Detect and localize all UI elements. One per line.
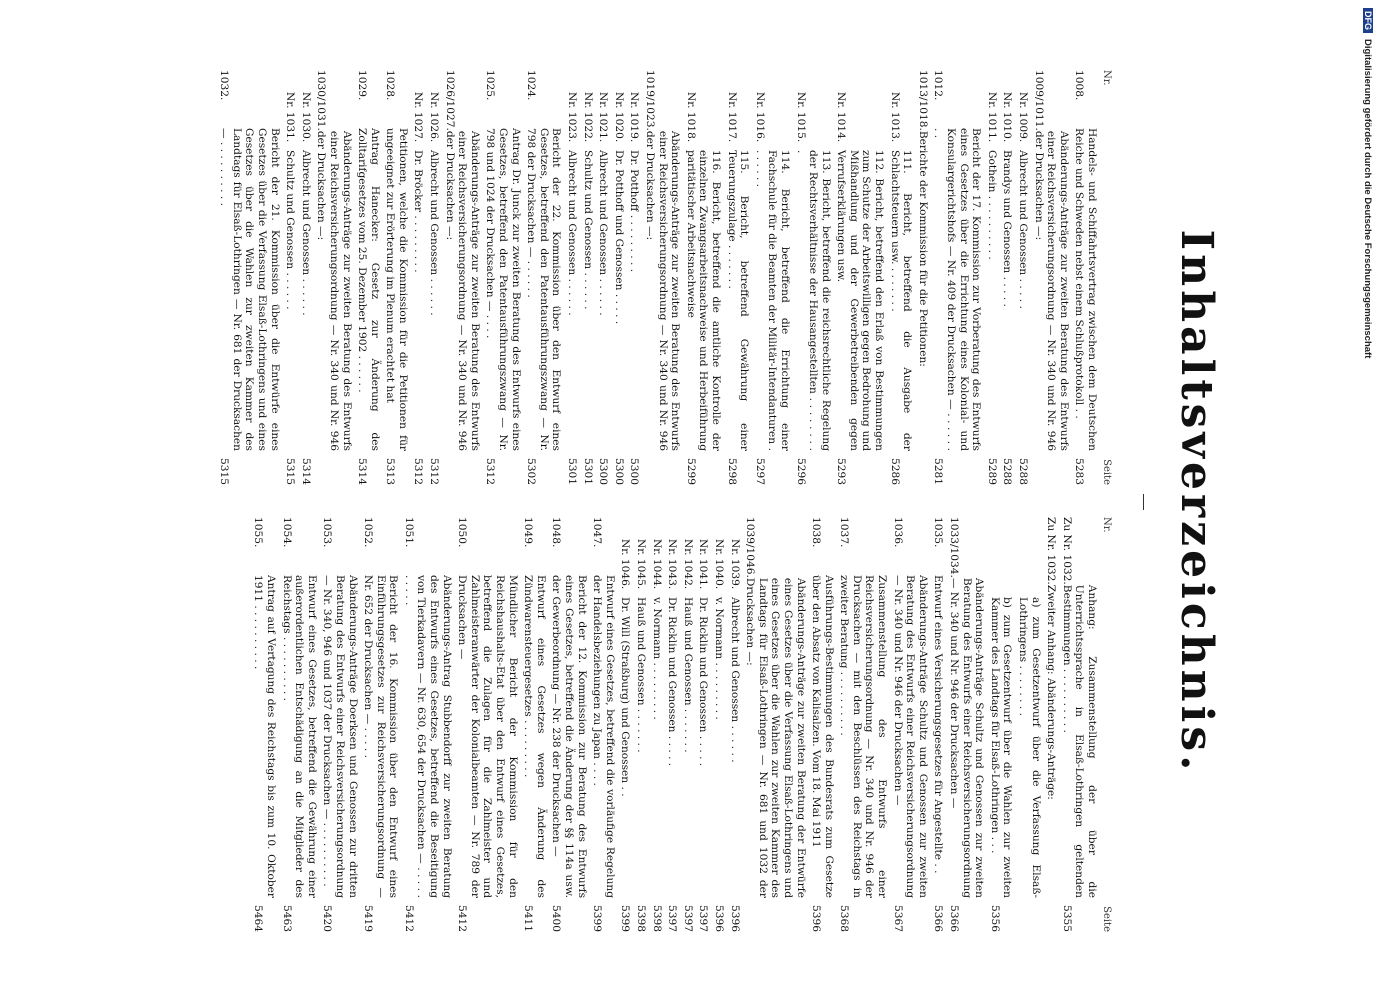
entry-number: 1035. <box>932 517 945 548</box>
right-column <box>249 517 1112 932</box>
index-entry <box>252 517 277 932</box>
entry-page: 5286 <box>888 458 901 485</box>
entry-text: Abänderungs-Anträge Doerksen und Genossen zur dritten Beratung des Entwurfs einer Reichsversicherungsordnung — Nr. 340, 946 und 1037 der Drucksachen — . . . . . . . . . . <box>321 575 359 898</box>
nr-header: Nr. <box>1101 517 1112 533</box>
entry-page: 5296 <box>794 458 807 485</box>
index-entry <box>838 517 888 932</box>
entry-text: Hauß und Genossen . . . . . . . <box>635 597 647 753</box>
entry-number: 1008. <box>1073 70 1086 101</box>
index-subentry <box>681 517 694 932</box>
index-subentry <box>888 70 913 485</box>
dfg-stamp <box>1362 8 1381 838</box>
entry-page: 5300 <box>612 458 625 485</box>
entry-page: 5314 <box>299 458 312 485</box>
index-subentry <box>412 70 425 485</box>
entry-text: Antrag Dr. Junck zur zweiten Beratung des Entwurfs eines Gesetzes, betreffend den Patentausführungszwang — Nr. 798 und 1024 der Drucksachen — . . . . <box>484 128 522 451</box>
entry-number: 1019/1023. <box>644 70 656 131</box>
entry-page: 5281 <box>932 458 945 485</box>
entry-text: 111. Bericht, betreffend die Ausgabe der Schlachtsteuern usw. . . . . . . . <box>888 150 914 451</box>
index-subentry <box>565 70 578 485</box>
entry-page: 5420 <box>321 905 334 932</box>
entry-page: 5396 <box>728 905 741 932</box>
entry-text: Antrag auf Vertagung des Reichstags bis zum 10. Oktober 1911 . . . . . . . . . . <box>252 575 277 898</box>
index-entry <box>525 70 563 485</box>
entry-number: 1049. <box>522 517 535 548</box>
index-entry <box>356 70 381 485</box>
entry-number: 1025. <box>484 70 497 101</box>
index-entry <box>362 517 400 932</box>
index-subentry <box>597 70 610 485</box>
index-entry <box>280 517 318 932</box>
entry-text: Hauß und Genossen . . . . . . . <box>681 597 694 753</box>
entry-page: 5419 <box>362 905 375 932</box>
seite-header: Seite <box>1101 906 1112 932</box>
entry-number: Nr. 1014. <box>835 92 848 143</box>
entry-number: Nr. 1019. <box>628 92 641 143</box>
entry-text: Bericht der 16. Kommission über den Entwurf eines Einführungsgesetzes zur Reichsversicherungsordnung — Nr. 652 der Drucksachen — . . . . . <box>362 575 400 898</box>
entry-page: 5367 <box>891 905 904 932</box>
entry-text: Abänderungs-Anträge zur zweiten Beratung des Entwurfs einer Reichsversicherungsordnung — Nr. 340 und Nr. 946 der Drucksachen —: <box>443 130 481 451</box>
entry-text: Zusammenstellung des Entwurfs einer Reichsversicherungsordnung — Nr. 340 und Nr. 946 der Drucksachen — mit den Beschlüssen des Reichstags in zweiter Beratung . . . . . . . . . . <box>838 575 889 898</box>
entry-number: Nr. 1009. <box>1017 92 1030 143</box>
entry-page: 5397 <box>681 905 694 932</box>
entry-text: Albrecht und Genossen . . . . . . <box>728 597 741 763</box>
index-entry <box>1073 70 1098 485</box>
entry-page: 5300 <box>597 458 610 485</box>
entry-page: 5366 <box>932 905 945 932</box>
entry-page: 5313 <box>384 458 397 485</box>
entry-page: 5366 <box>948 905 961 932</box>
entry-page: 5289 <box>985 458 998 485</box>
index-entry <box>947 517 985 932</box>
index-entry <box>643 70 681 485</box>
index-entry <box>550 517 588 932</box>
index-entry <box>443 70 481 485</box>
entry-text: v. Normann . . . . . . . . . <box>712 597 725 720</box>
index-entry <box>218 70 281 485</box>
index-subentry <box>634 517 647 932</box>
index-subentry <box>725 70 750 485</box>
entry-page: 5300 <box>628 458 641 485</box>
index-entry <box>1032 70 1070 485</box>
entry-page: 5355 <box>1060 905 1073 932</box>
index-subentry <box>684 70 722 485</box>
entry-page: 5411 <box>522 905 535 932</box>
rotated-document-page <box>132 62 1262 942</box>
entry-page: 5299 <box>684 458 697 485</box>
index-entry <box>1045 517 1058 932</box>
left-column <box>215 70 1112 485</box>
index-subentry <box>835 70 885 485</box>
entry-number: Nr. 1022. <box>581 92 594 143</box>
entry-number: Nr. 1044. <box>650 539 663 590</box>
entry-page: 5288 <box>1001 458 1014 485</box>
entry-text: Albrecht und Genossen . . . . . . <box>428 150 441 316</box>
entry-text: Antrag Hanecker: Gesetz zur Änderung des Zolltarifgesetzes vom 25. Dezember 1902 . . . . . . <box>356 128 381 451</box>
index-entry <box>321 517 359 932</box>
entry-text: Bericht der 12. Kommission zur Beratung des Entwurfs eines Gesetzes, betreffend die Änderung der §§ 114a usw. der Gewerbeordnung — Nr. 238 der Drucksachen — <box>550 575 588 898</box>
entry-page: 5463 <box>280 905 293 932</box>
entry-page: 5288 <box>1017 458 1030 485</box>
entry-page: 5312 <box>412 458 425 485</box>
entry-number: 1024. <box>525 70 538 101</box>
entry-number: Nr. 1010. <box>1001 92 1014 143</box>
dfg-logo: DFG <box>1363 8 1373 33</box>
index-subentry <box>666 517 679 932</box>
entry-page: 5397 <box>697 905 710 932</box>
entry-page: 5297 <box>753 458 766 485</box>
entry-number: Nr. 1023. <box>566 92 579 143</box>
entry-text: Albrecht und Genossen . . . . . . <box>597 150 610 316</box>
entry-text: Anhang: Zusammenstellung der über die Unterrichtssprache in Elsaß-Lothringen geltenden Bestimmungen . . . . . . . . . . <box>1060 584 1098 898</box>
entry-text: Schultz und Genossen . . . . . . <box>581 150 594 310</box>
entry-number: Nr. 1013. <box>888 92 901 143</box>
entry-text: Mündlicher Bericht der Kommission für den Reichshaushalts-Etat über den Entwurf eines Gesetzes, betreffend die Zulagen für die Zahlmeister und Zahlmeisteranwärter der Kolonialbeamten — Nr. 789 der Drucksachen — <box>456 575 519 898</box>
entry-text: Brandys und Genossen . . . . . <box>1001 150 1014 307</box>
index-entry <box>932 517 945 932</box>
entry-page: 5464 <box>252 905 265 932</box>
index-entry <box>522 517 547 932</box>
index-subentry <box>794 70 832 485</box>
entry-number: Zu Nr. 1032. <box>1060 517 1073 585</box>
entry-page: 5396 <box>712 905 725 932</box>
entry-page: 5312 <box>484 458 497 485</box>
entry-number: Nr. 1018. <box>684 92 697 143</box>
index-subentry <box>650 517 663 932</box>
entry-text: Abänderungs-Anträge zur zweiten Beratung des Entwurfs einer Reichsversicherungsordnung — Nr. 340 und Nr. 946 der Drucksachen —: <box>1032 130 1070 451</box>
entry-text: Abänderungs-Antrag Stubbendorff zur zweiten Beratung des Entwurfs eines Gesetzes, betreffend die Beseitigung von Tierkadavern — Nr. 630, 654 der Drucksachen — . . . . . . . . . . <box>402 575 453 898</box>
nr-header: Nr. <box>1101 70 1112 86</box>
index-subentry <box>581 70 594 485</box>
entry-page: 5396 <box>810 905 823 932</box>
entry-number: 1047. <box>591 517 604 548</box>
entry-page: 5368 <box>838 905 851 932</box>
entry-number: Nr. 1040. <box>712 539 725 590</box>
entry-text: Dr. Potthoff und Genossen . . . . . <box>612 150 625 325</box>
entry-page: 5283 <box>1073 458 1086 485</box>
entry-page: 5293 <box>835 458 848 485</box>
index-entry <box>315 70 353 485</box>
stamp-text: Digitalisierung gefördert durch die Deutsche Forschungsgemeinschaft <box>1362 39 1373 359</box>
entry-number: Nr. 1031. <box>284 92 297 143</box>
index-subentry <box>728 517 741 932</box>
index-entry <box>1060 517 1098 932</box>
entry-number: Nr. 1041. <box>697 539 710 590</box>
entry-number: Nr. 1030. <box>299 92 312 143</box>
entry-number: 1054. <box>280 517 293 548</box>
entry-number: 1053. <box>321 517 334 548</box>
entry-text: b) zum Gesetzentwurf über die Wahlen zur zweiten Kammer des Landtags für Elsaß-Lothringen . . . <box>988 597 1014 898</box>
entry-text: v. Normann . . . . . . . . . <box>650 597 663 720</box>
entry-number: 1032. <box>218 70 231 101</box>
index-entry <box>402 517 452 932</box>
entry-number: 1052. <box>362 517 375 548</box>
entry-text: Entwurf eines Versicherungsgesetzes für Angestellte . . <box>932 575 945 874</box>
index-entry <box>916 70 929 485</box>
entry-text: Entwurf eines Gesetzes, betreffend die Gewährung einer außerordentlichen Entschädigung an die Mitglieder des Reichstags . . . . . . . . . . <box>280 575 318 898</box>
index-entry <box>384 70 409 485</box>
entry-page: 5398 <box>650 905 663 932</box>
entry-number: 1038. <box>810 517 823 548</box>
entry-text: Entwurf eines Gesetzes, betreffend die vorläufige Regelung der Handelsbeziehungen zu Japan . . . . <box>591 575 616 898</box>
entry-number: 1012. <box>932 70 945 101</box>
entry-page: 5399 <box>591 905 604 932</box>
entry-text: Bericht der 22. Kommission über den Entwurf eines Gesetzes, betreffend den Patentausführungszwang — Nr. 798 der Drucksachen — . . . . . . <box>525 128 563 451</box>
entry-text: Abänderungs-Anträge zur zweiten Beratung des Entwurfs einer Reichsversicherungsordnung — Nr. 340 und Nr. 946 der Drucksachen —: <box>644 130 682 451</box>
entry-text: Dr. Will (Straßburg) und Genossen . . <box>619 597 632 797</box>
entry-text: Albrecht und Genossen . . . . . <box>1017 150 1030 309</box>
index-subentry <box>697 517 710 932</box>
entry-text: 114. Bericht, betreffend die Errichtung einer Fachschule für die Beamten der Militär-Intendanturen . . . . . . . <box>753 150 791 451</box>
entry-number: 1055. <box>252 517 265 548</box>
entry-number: Nr. 1043. <box>666 539 679 590</box>
entry-text: Dr. Potthoff . . . . . . . . . <box>628 150 641 273</box>
entry-number: Nr. 1015. <box>794 92 807 143</box>
entry-text: Abänderungs-Anträge Schultz und Genossen zur zweiten Beratung des Entwurfs einer Reichsversicherungsordnung — Nr. 340 und Nr. 946 der Drucksachen — <box>948 577 986 898</box>
entry-number: 1013/1018. <box>916 70 929 131</box>
seite-header: Seite <box>1101 459 1112 485</box>
entry-text: Handels- und Schiffahrtsvertrag zwischen dem Deutschen Reiche und Schweden nebst einem Schlußprotokoll . . <box>1073 128 1098 451</box>
title-rule <box>1143 494 1144 510</box>
entry-number: 1048. <box>550 517 563 548</box>
entry-text: 115. Bericht, betreffend Gewährung einer Teuerungszulage . . . . . . . <box>725 150 751 451</box>
entry-text: Abänderungs-Anträge zur zweiten Beratung des Entwurfs einer Reichsversicherungsordnung — Nr. 340 und Nr. 946 der Drucksachen —: <box>315 130 353 451</box>
entry-text: Dr. Ricklin und Genossen . . . . . <box>697 597 710 767</box>
entry-page: 5301 <box>566 458 579 485</box>
entry-number: 1037. <box>838 517 851 548</box>
index-subentry <box>628 70 641 485</box>
entry-text: Schultz und Genossen . . . . . . <box>284 150 297 310</box>
entry-text: 116. Bericht, betreffend die amtliche Kontrolle der einzelnen Zwangsarbeitsnachweise und Herbeiführung paritätischer Arbeitsnachweise <box>684 150 722 451</box>
left-column-header <box>1100 70 1112 485</box>
entry-text: a) zum Gesetzentwurf über die Verfassung Elsaß-Lothringens . . . . . . . . <box>1017 597 1042 898</box>
entry-number: Nr. 1042. <box>681 539 694 590</box>
index-entry <box>891 517 929 932</box>
entry-page: 5315 <box>284 458 297 485</box>
index-subentry <box>612 70 625 485</box>
entry-page: 5312 <box>428 458 441 485</box>
entry-number: 1039/1046. <box>744 517 757 578</box>
right-column-header <box>1100 517 1112 932</box>
entry-number: Nr. 1016. <box>753 92 766 143</box>
index-subentry <box>753 70 791 485</box>
entry-text: 112. Bericht, betreffend den Erlaß von Bestimmungen zum Schutze der Arbeitswilligen gegen Bedrohung und Mißhandlung und der Gewerbetreibenden gegen Verrufserklärungen usw. <box>835 150 886 451</box>
entry-page: 5400 <box>550 905 563 932</box>
index-subentry <box>299 70 312 485</box>
index-subentry <box>988 517 1013 932</box>
entry-text: Entwurf eines Gesetzes wegen Änderung des Zündwarensteuergesetzes . . . . . . . . . <box>522 575 547 898</box>
entry-number: 1050. <box>456 517 469 548</box>
entry-text: Albrecht und Genossen . . . . . . <box>299 150 312 316</box>
entry-text: Gothein . . . . . . . . . . <box>985 150 998 260</box>
index-entry <box>932 70 982 485</box>
index-entry <box>484 70 522 485</box>
right-entries <box>252 517 1098 932</box>
entry-text: Petitionen, welche die Kommission für die Petitionen für ungeeignet zur Erörterung im Plenum erachtet hat <box>384 128 409 451</box>
index-entry <box>810 517 835 932</box>
entry-text: 113. Bericht, betreffend die reichsrechtliche Regelung der Rechtsverhältnisse der Hausangestellten . . . . . . . . . <box>794 150 832 451</box>
entry-number: 1028. <box>384 70 397 101</box>
entry-page: 5315 <box>218 458 231 485</box>
page-title: Inhaltsverzeichnis. <box>1171 229 1222 775</box>
entry-page: 5412 <box>456 905 469 932</box>
entry-text: Abänderungs-Anträge Schultz und Genossen zur zweiten Beratung des Entwurfs einer Reichsversicherungsordnung — Nr. 340 und Nr. 946 der Drucksachen — <box>891 575 929 898</box>
entry-number: Nr. 1020. <box>612 92 625 143</box>
index-subentry <box>428 70 441 485</box>
entry-page: 5298 <box>725 458 738 485</box>
entry-page: 5314 <box>356 458 369 485</box>
entry-number: Nr. 1039. <box>728 539 741 590</box>
entry-text: Ausführungs-Bestimmungen des Bundesrats zum Gesetze über den Absatz von Kalisalzen. Vom 18. Mai 1911 <box>810 575 835 898</box>
entry-number: 1033/1034. <box>948 517 961 578</box>
entry-page: 5398 <box>635 905 647 932</box>
index-subentry <box>1016 517 1041 932</box>
entry-page: 5412 <box>402 905 415 932</box>
index-entry <box>744 517 807 932</box>
entry-number: 1030/1031. <box>315 70 328 131</box>
entry-number: 1009/1011. <box>1032 70 1045 131</box>
entry-number: Nr. 1045. <box>635 539 647 590</box>
entry-text: Dr. Ricklin und Genossen . . . . . <box>666 597 679 767</box>
index-subentry <box>1001 70 1014 485</box>
index-subentry <box>284 70 297 485</box>
entry-text: Bericht der 17. Kommission zur Vorberatung des Entwurfs eines Gesetzes über die Errichtung eines Kolonial- und Konsulargerichtshofs — Nr. 409 der Drucksachen — . . . . . . . . <box>932 128 983 451</box>
entry-number: 1029. <box>356 70 369 101</box>
entry-page: 5301 <box>581 458 594 485</box>
entry-page: 5399 <box>619 905 632 932</box>
index-subentry <box>985 70 998 485</box>
index-subentry <box>619 517 632 932</box>
entry-page: 5302 <box>525 458 538 485</box>
index-entry <box>456 517 519 932</box>
entry-number: Nr. 1027. <box>412 92 425 143</box>
entry-page: 5397 <box>666 905 679 932</box>
left-entries <box>218 70 1098 485</box>
entry-number: 1051. <box>402 517 415 548</box>
entry-number: Nr. 1021. <box>597 92 610 143</box>
entry-text: Albrecht und Genossen . . . . . . <box>566 150 579 316</box>
entry-text: Abänderungs-Anträge zur zweiten Beratung der Entwürfe eines Gesetzes über die Verfassung Elsaß-Lothringens und eines Gesetzes über die Wahlen zur zweiten Kammer des Landtags für Elsaß-Lothringen — Nr. 681 und 1032 der Drucksachen —: <box>744 577 807 898</box>
entry-number: 1036. <box>891 517 904 548</box>
entry-number: Nr. 1046. <box>619 539 632 590</box>
entry-number: Nr. 1026. <box>428 92 441 143</box>
entry-number: Nr. 1017. <box>725 92 738 143</box>
entry-number: Nr. 1011. <box>985 92 998 143</box>
entry-page: 5356 <box>988 905 1001 932</box>
entry-number: Zu Nr. 1032. <box>1045 517 1058 585</box>
entry-text: Dr. Bröcker . . . . . . . . . <box>412 150 425 273</box>
entry-text: Berichte der Kommission für die Petitionen: <box>916 130 929 367</box>
index-entry <box>591 517 616 932</box>
index-subentry <box>712 517 725 932</box>
entry-number: 1026/1027. <box>443 70 456 131</box>
entry-text: Zweiter Anhang: Abänderungs-Anträge: <box>1045 584 1058 800</box>
entry-text: Bericht der 21. Kommission über die Entwürfe eines Gesetzes über die Verfassung Elsaß-Lothringens und eines Gesetzes über die Wahlen zur zweiten Kammer des Landtags für Elsaß-Lothringen — Nr. 681 der Drucksachen — . . . . . . . . . . <box>218 128 281 451</box>
index-subentry <box>1016 70 1029 485</box>
